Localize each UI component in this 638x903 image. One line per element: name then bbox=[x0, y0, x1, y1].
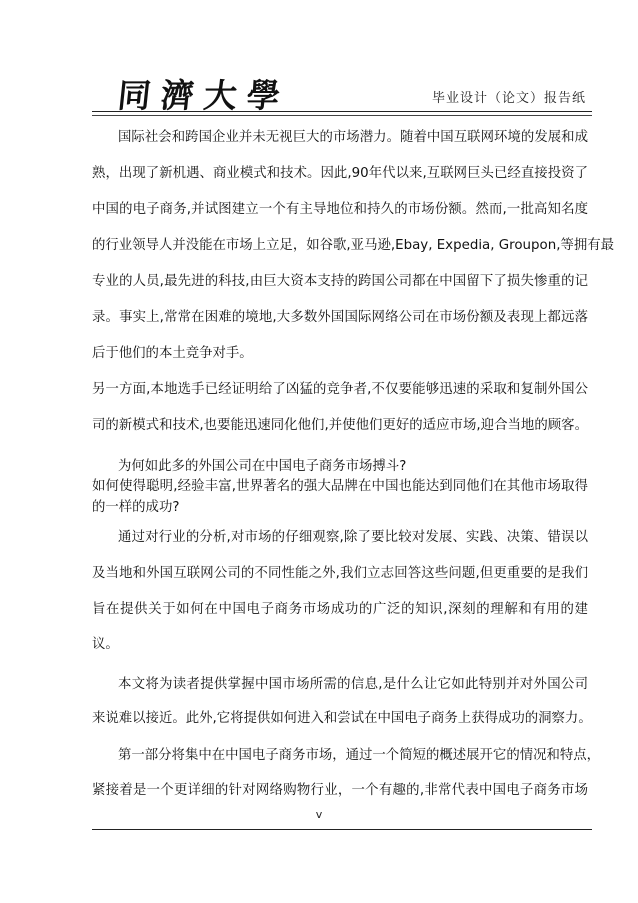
text-line: 的一样的成功? bbox=[92, 500, 180, 515]
text-line: 司的新模式和技术,也要能迅速同化他们,并使他们更好的适应市场,迎合当地的顾客。 bbox=[92, 418, 588, 433]
text-line: 为何如此多的外国公司在中国电子商务市场搏斗? bbox=[118, 459, 407, 474]
text-line: 专业的人员,最先进的科技,由巨大资本支持的跨国公司都在中国留下了损失惨重的记 bbox=[92, 274, 588, 289]
text-line: 如何使得聪明,经验丰富,世界著名的强大品牌在中国也能达到同他们在其他市场取得 bbox=[92, 479, 588, 494]
footer-divider bbox=[92, 829, 592, 830]
text-line: 及当地和外国互联网公司的不同性能之外,我们立志回答这些问题,但更重要的是我们 bbox=[92, 566, 588, 581]
text-line: 熟，出现了新机遇、商业模式和技术。因此,90年代以来,互联网巨头已经直接投资了 bbox=[92, 166, 588, 181]
text-line: 旨在提供关于如何在中国电子商务市场成功的广泛的知识,深刻的理解和有用的建 bbox=[92, 602, 588, 617]
university-logo: 同濟大學 bbox=[115, 76, 292, 115]
page-header bbox=[0, 0, 638, 132]
header-title: 毕业设计（论文）报告纸 bbox=[431, 91, 586, 106]
text-line: 后于他们的本土竞争对手。 bbox=[92, 346, 253, 361]
text-line: 来说难以接近。此外,它将提供如何进入和尝试在中国电子商务上获得成功的洞察力。 bbox=[92, 711, 592, 726]
text-line: 中国的电子商务,并试图建立一个有主导地位和持久的市场份额。然而,一批高知名度 bbox=[92, 202, 588, 217]
text-line: 议。 bbox=[92, 637, 119, 652]
text-line: 录。事实上,常常在困难的境地,大多数外国国际网络公司在市场份额及表现上都远落 bbox=[92, 310, 588, 325]
text-line: 国际社会和跨国企业并未无视巨大的市场潜力。随着中国互联网环境的发展和成 bbox=[118, 130, 588, 145]
page-number: v bbox=[315, 808, 323, 821]
text-line: 的行业领导人并没能在市场上立足，如谷歌,亚马逊,Ebay, Expedia, Groupon,等拥有最 bbox=[92, 238, 615, 253]
header-divider-thin bbox=[92, 115, 592, 116]
text-line: 紧接着是一个更详细的针对网络购物行业，一个有趣的,非常代表中国电子商务市场 bbox=[92, 783, 588, 798]
text-line: 另一方面,本地选手已经证明给了凶猛的竞争者,不仅要能够迅速的采取和复制外国公 bbox=[92, 382, 588, 397]
text-line: 通过对行业的分析,对市场的仔细观察,除了要比较对发展、实践、决策、错误以 bbox=[118, 530, 588, 545]
text-line: 第一部分将集中在中国电子商务市场，通过一个简短的概述展开它的情况和特点， bbox=[118, 748, 601, 763]
header-divider bbox=[92, 111, 592, 112]
text-line: 本文将为读者提供掌握中国市场所需的信息,是什么让它如此特别并对外国公司 bbox=[118, 677, 588, 692]
